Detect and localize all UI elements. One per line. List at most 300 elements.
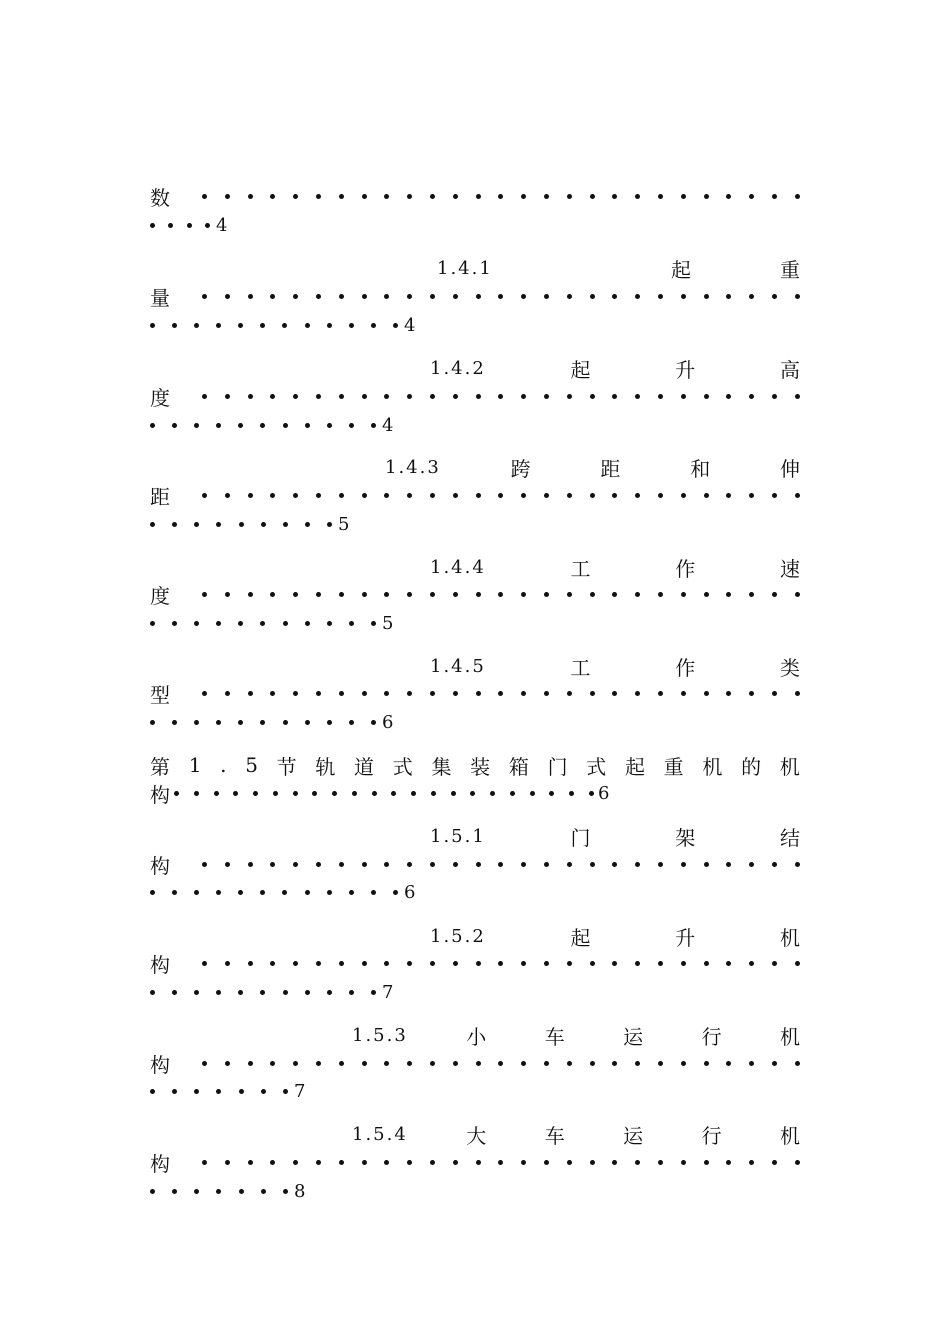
- leader-dot: [248, 1061, 253, 1066]
- toc-entry-title-char: 门: [570, 825, 591, 850]
- leader-dot: [339, 862, 344, 867]
- leader-dot: [316, 961, 321, 966]
- leader-dot: [567, 294, 572, 299]
- leader-dot: [172, 1189, 177, 1194]
- leader-dot: [238, 621, 243, 626]
- leader-dot: [795, 1160, 800, 1165]
- leader-dot: [772, 862, 777, 867]
- leader-dot: [305, 522, 310, 527]
- leader-dot: [248, 862, 253, 867]
- leader-dot: [194, 990, 199, 995]
- leader-dot: [476, 493, 481, 498]
- leader-dot: [202, 194, 207, 199]
- toc-page-number: 7: [294, 1080, 308, 1102]
- leader-dot: [704, 691, 709, 696]
- toc-page-number: 5: [338, 513, 352, 535]
- leader-dot: [544, 294, 549, 299]
- leader-dot: [273, 791, 278, 796]
- leader-dot: [772, 194, 777, 199]
- toc-entry-heading-line: [150, 354, 800, 382]
- leader-dot: [681, 394, 686, 399]
- leader-dot: [726, 862, 731, 867]
- leader-dot: [362, 592, 367, 597]
- leader-dot: [216, 890, 221, 895]
- leader-dot: [293, 194, 298, 199]
- leader-dot: [681, 691, 686, 696]
- dot-leader: [150, 990, 376, 995]
- leader-dot: [658, 1061, 663, 1066]
- leader-dot: [172, 890, 177, 895]
- leader-dot: [327, 720, 332, 725]
- toc-entry-title-char: 数: [150, 185, 170, 210]
- leader-dot: [430, 961, 435, 966]
- leader-dot: [726, 493, 731, 498]
- leader-dot: [238, 990, 243, 995]
- toc-entry-title-char: 度: [150, 583, 170, 608]
- toc-entry-title-char: 作: [675, 556, 696, 581]
- leader-dot: [194, 621, 199, 626]
- leader-dot: [498, 961, 503, 966]
- toc-entry-title-char: 升: [675, 925, 696, 950]
- leader-dot: [726, 1160, 731, 1165]
- toc-entry-lead-line: [150, 1148, 800, 1176]
- toc-entry-tail-line: [150, 609, 800, 637]
- leader-dot: [549, 791, 554, 796]
- leader-dot: [393, 323, 398, 328]
- leader-dot: [658, 592, 663, 597]
- toc-entry-lead-line: [150, 1049, 800, 1077]
- dot-leader: [174, 791, 594, 796]
- leader-dot: [293, 1160, 298, 1165]
- toc-entry-title-char: 大: [466, 1123, 487, 1148]
- leader-dot: [216, 1089, 221, 1094]
- leader-dot: [590, 294, 595, 299]
- toc-entry-title-char: 重: [780, 257, 800, 282]
- leader-dot: [795, 394, 800, 399]
- leader-dot: [544, 592, 549, 597]
- toc-heading-char: 集: [431, 754, 452, 779]
- leader-dot: [270, 592, 275, 597]
- leader-dot: [172, 323, 177, 328]
- leader-dot: [681, 1061, 686, 1066]
- leader-dot: [590, 394, 595, 399]
- leader-dot: [202, 493, 207, 498]
- toc-entry-heading-line: [150, 652, 800, 680]
- dot-leader: [202, 961, 800, 966]
- leader-dot: [150, 323, 155, 328]
- leader-dot: [150, 423, 155, 428]
- leader-dot: [371, 720, 376, 725]
- leader-dot: [681, 194, 686, 199]
- leader-dot: [658, 862, 663, 867]
- leader-dot: [658, 394, 663, 399]
- leader-dot: [635, 294, 640, 299]
- toc-entry-lead-line: [150, 679, 800, 707]
- toc-page-number: 5: [382, 612, 396, 634]
- leader-dot: [726, 961, 731, 966]
- dot-leader: [202, 294, 800, 299]
- toc-entry-title-char: 结: [779, 825, 800, 850]
- toc-heading-char: 道: [354, 754, 375, 779]
- leader-dot: [635, 691, 640, 696]
- leader-dot: [498, 1160, 503, 1165]
- leader-dot: [476, 194, 481, 199]
- leader-dot: [261, 522, 266, 527]
- leader-dot: [590, 493, 595, 498]
- leader-dot: [384, 1160, 389, 1165]
- toc-entry-title-char: 速: [779, 556, 800, 581]
- leader-dot: [293, 493, 298, 498]
- leader-dot: [567, 493, 572, 498]
- leader-dot: [521, 862, 526, 867]
- dot-leader: [202, 493, 800, 498]
- leader-dot: [772, 294, 777, 299]
- leader-dot: [194, 423, 199, 428]
- toc-entry-heading-line: [150, 553, 800, 581]
- leader-dot: [248, 294, 253, 299]
- leader-dot: [270, 961, 275, 966]
- leader-dot: [293, 394, 298, 399]
- leader-dot: [194, 720, 199, 725]
- leader-dot: [658, 194, 663, 199]
- leader-dot: [431, 791, 436, 796]
- toc-entry-title-char: 架: [675, 825, 696, 850]
- leader-dot: [339, 194, 344, 199]
- leader-dot: [749, 961, 754, 966]
- leader-dot: [635, 862, 640, 867]
- leader-dot: [327, 890, 332, 895]
- leader-dot: [316, 691, 321, 696]
- leader-dot: [498, 194, 503, 199]
- leader-dot: [270, 493, 275, 498]
- leader-dot: [238, 323, 243, 328]
- leader-dot: [349, 990, 354, 995]
- leader-dot: [407, 862, 412, 867]
- toc-entry-title-char: 工: [570, 556, 591, 581]
- leader-dot: [704, 194, 709, 199]
- leader-dot: [453, 862, 458, 867]
- toc-section-number: 1.5.4: [352, 1123, 408, 1145]
- dot-leader: [202, 194, 800, 199]
- leader-dot: [749, 1160, 754, 1165]
- leader-dot: [202, 862, 207, 867]
- leader-dot: [612, 493, 617, 498]
- toc-entry-title-char: 度: [150, 385, 170, 410]
- leader-dot: [316, 493, 321, 498]
- leader-dot: [362, 1160, 367, 1165]
- leader-dot: [795, 294, 800, 299]
- toc-entry-title-char: 伸: [780, 456, 800, 481]
- dot-leader: [202, 1061, 800, 1066]
- toc-heading-char: 的: [741, 754, 762, 779]
- leader-dot: [704, 1160, 709, 1165]
- leader-dot: [214, 791, 219, 796]
- leader-dot: [635, 592, 640, 597]
- leader-dot: [453, 691, 458, 696]
- leader-dot: [521, 1061, 526, 1066]
- toc-entry-lead-line: [150, 850, 800, 878]
- leader-dot: [590, 691, 595, 696]
- leader-dot: [544, 493, 549, 498]
- leader-dot: [567, 1160, 572, 1165]
- leader-dot: [239, 1089, 244, 1094]
- leader-dot: [238, 890, 243, 895]
- leader-dot: [187, 223, 192, 228]
- leader-dot: [590, 862, 595, 867]
- toc-page-number: 7: [382, 981, 396, 1003]
- leader-dot: [498, 592, 503, 597]
- leader-dot: [339, 691, 344, 696]
- leader-dot: [371, 423, 376, 428]
- leader-dot: [371, 323, 376, 328]
- leader-dot: [305, 621, 310, 626]
- leader-dot: [772, 493, 777, 498]
- dot-leader: [202, 592, 800, 597]
- leader-dot: [384, 592, 389, 597]
- leader-dot: [282, 890, 287, 895]
- leader-dot: [407, 961, 412, 966]
- leader-dot: [407, 1061, 412, 1066]
- leader-dot: [248, 592, 253, 597]
- leader-dot: [362, 1061, 367, 1066]
- leader-dot: [704, 394, 709, 399]
- toc-entry-title-char: 车: [544, 1024, 565, 1049]
- leader-dot: [248, 394, 253, 399]
- leader-dot: [283, 720, 288, 725]
- leader-dot: [194, 791, 199, 796]
- leader-dot: [498, 493, 503, 498]
- leader-dot: [150, 621, 155, 626]
- toc-heading-char: 箱: [508, 754, 529, 779]
- toc-entry-tail-line: [150, 978, 800, 1006]
- leader-dot: [612, 961, 617, 966]
- toc-heading-char: 第: [150, 754, 170, 779]
- toc-entry-title-char: 小: [466, 1024, 487, 1049]
- leader-dot: [349, 720, 354, 725]
- leader-dot: [681, 493, 686, 498]
- leader-dot: [194, 890, 199, 895]
- leader-dot: [658, 691, 663, 696]
- toc-entry-heading-line: [150, 453, 800, 481]
- leader-dot: [681, 862, 686, 867]
- leader-dot: [362, 294, 367, 299]
- toc-entry-lead-line: [150, 580, 800, 608]
- leader-dot: [316, 1160, 321, 1165]
- leader-dot: [362, 691, 367, 696]
- leader-dot: [521, 194, 526, 199]
- leader-dot: [589, 791, 594, 796]
- leader-dot: [349, 423, 354, 428]
- leader-dot: [544, 394, 549, 399]
- leader-dot: [567, 592, 572, 597]
- leader-dot: [362, 862, 367, 867]
- leader-dot: [521, 493, 526, 498]
- toc-entry-title-char: 起: [671, 257, 691, 282]
- leader-dot: [772, 1160, 777, 1165]
- leader-dot: [150, 522, 155, 527]
- leader-dot: [339, 961, 344, 966]
- toc-entry-title-char: 跨: [510, 456, 531, 481]
- leader-dot: [174, 791, 179, 796]
- leader-dot: [339, 394, 344, 399]
- leader-dot: [327, 990, 332, 995]
- leader-dot: [544, 691, 549, 696]
- leader-dot: [349, 323, 354, 328]
- toc-entry-heading-line: [150, 254, 800, 282]
- toc-section-number: 1.4.4: [430, 556, 486, 578]
- leader-dot: [726, 592, 731, 597]
- leader-dot: [327, 621, 332, 626]
- leader-dot: [202, 961, 207, 966]
- toc-entry-title-char: 运: [623, 1024, 644, 1049]
- toc-entry-title-char: 运: [623, 1123, 644, 1148]
- toc-page-number: 8: [294, 1180, 308, 1202]
- leader-dot: [704, 592, 709, 597]
- toc-entry-title-char: 类: [779, 655, 800, 680]
- leader-dot: [795, 592, 800, 597]
- leader-dot: [612, 862, 617, 867]
- leader-dot: [490, 791, 495, 796]
- toc-section-number: 1.4.5: [430, 655, 486, 677]
- leader-dot: [407, 493, 412, 498]
- leader-dot: [327, 522, 332, 527]
- leader-dot: [749, 194, 754, 199]
- leader-dot: [453, 1061, 458, 1066]
- leader-dot: [172, 1089, 177, 1094]
- toc-heading-char: 门: [547, 754, 568, 779]
- leader-dot: [260, 621, 265, 626]
- leader-dot: [371, 990, 376, 995]
- leader-dot: [312, 791, 317, 796]
- leader-dot: [233, 791, 238, 796]
- leader-dot: [407, 592, 412, 597]
- leader-dot: [216, 423, 221, 428]
- toc-section-number: 1.4.3: [385, 456, 441, 478]
- toc-heading-char: 重: [663, 754, 684, 779]
- leader-dot: [795, 862, 800, 867]
- leader-dot: [205, 223, 210, 228]
- leader-dot: [407, 394, 412, 399]
- leader-dot: [772, 592, 777, 597]
- toc-heading-char: 装: [470, 754, 491, 779]
- dot-leader: [150, 1089, 288, 1094]
- toc-entry-tail-line: [150, 510, 800, 538]
- toc-entry-title-char: 构: [150, 1052, 170, 1077]
- leader-dot: [282, 323, 287, 328]
- toc-section-number: 1.4.2: [430, 357, 486, 379]
- toc-entry-heading-line: [150, 1021, 800, 1049]
- toc-heading-char: 1: [188, 753, 202, 777]
- leader-dot: [544, 961, 549, 966]
- toc-heading-char: 节: [276, 754, 297, 779]
- toc-entry-title-char: 行: [701, 1123, 722, 1148]
- leader-dot: [362, 394, 367, 399]
- leader-dot: [544, 1061, 549, 1066]
- leader-dot: [216, 522, 221, 527]
- leader-dot: [225, 961, 230, 966]
- leader-dot: [658, 1160, 663, 1165]
- leader-dot: [225, 592, 230, 597]
- leader-dot: [225, 1061, 230, 1066]
- leader-dot: [327, 423, 332, 428]
- toc-entry-lead-line: [150, 282, 800, 310]
- leader-dot: [316, 592, 321, 597]
- leader-dot: [795, 961, 800, 966]
- leader-dot: [172, 720, 177, 725]
- leader-dot: [238, 423, 243, 428]
- leader-dot: [704, 961, 709, 966]
- toc-page-number: 4: [382, 414, 396, 436]
- leader-dot: [150, 1089, 155, 1094]
- leader-dot: [316, 394, 321, 399]
- leader-dot: [293, 791, 298, 796]
- leader-dot: [168, 223, 173, 228]
- leader-dot: [530, 791, 535, 796]
- leader-dot: [339, 1061, 344, 1066]
- leader-dot: [261, 1189, 266, 1194]
- toc-heading-char: 5: [245, 753, 258, 777]
- leader-dot: [681, 592, 686, 597]
- toc-entry-title-char: 升: [675, 357, 696, 382]
- toc-page-number: 4: [404, 314, 418, 336]
- leader-dot: [635, 1160, 640, 1165]
- leader-dot: [352, 791, 357, 796]
- leader-dot: [362, 493, 367, 498]
- leader-dot: [283, 1189, 288, 1194]
- leader-dot: [726, 691, 731, 696]
- leader-dot: [612, 592, 617, 597]
- leader-dot: [411, 791, 416, 796]
- leader-dot: [451, 791, 456, 796]
- leader-dot: [407, 1160, 412, 1165]
- leader-dot: [521, 961, 526, 966]
- leader-dot: [248, 961, 253, 966]
- toc-entry-lead-line: [150, 949, 800, 977]
- dot-leader: [150, 621, 376, 626]
- dot-leader: [202, 862, 800, 867]
- leader-dot: [430, 394, 435, 399]
- leader-dot: [216, 621, 221, 626]
- leader-dot: [430, 294, 435, 299]
- leader-dot: [316, 862, 321, 867]
- leader-dot: [172, 522, 177, 527]
- toc-entry-lead-line: [150, 182, 800, 210]
- leader-dot: [726, 394, 731, 399]
- leader-dot: [749, 862, 754, 867]
- dot-leader: [202, 394, 800, 399]
- leader-dot: [384, 294, 389, 299]
- dot-leader: [150, 323, 398, 328]
- leader-dot: [172, 423, 177, 428]
- leader-dot: [476, 1061, 481, 1066]
- leader-dot: [270, 691, 275, 696]
- leader-dot: [795, 194, 800, 199]
- toc-section-number: 1.5.1: [430, 825, 486, 847]
- toc-entry-tail-line: [150, 708, 800, 736]
- leader-dot: [795, 691, 800, 696]
- leader-dot: [260, 323, 265, 328]
- leader-dot: [194, 522, 199, 527]
- toc-entry-tail-line: [150, 1077, 800, 1105]
- leader-dot: [567, 862, 572, 867]
- toc-entry-lead-line: [150, 382, 800, 410]
- leader-dot: [407, 691, 412, 696]
- leader-dot: [772, 394, 777, 399]
- toc-entry-title-char: 构: [150, 1151, 170, 1176]
- leader-dot: [316, 194, 321, 199]
- leader-dot: [261, 1089, 266, 1094]
- dot-leader: [150, 890, 398, 895]
